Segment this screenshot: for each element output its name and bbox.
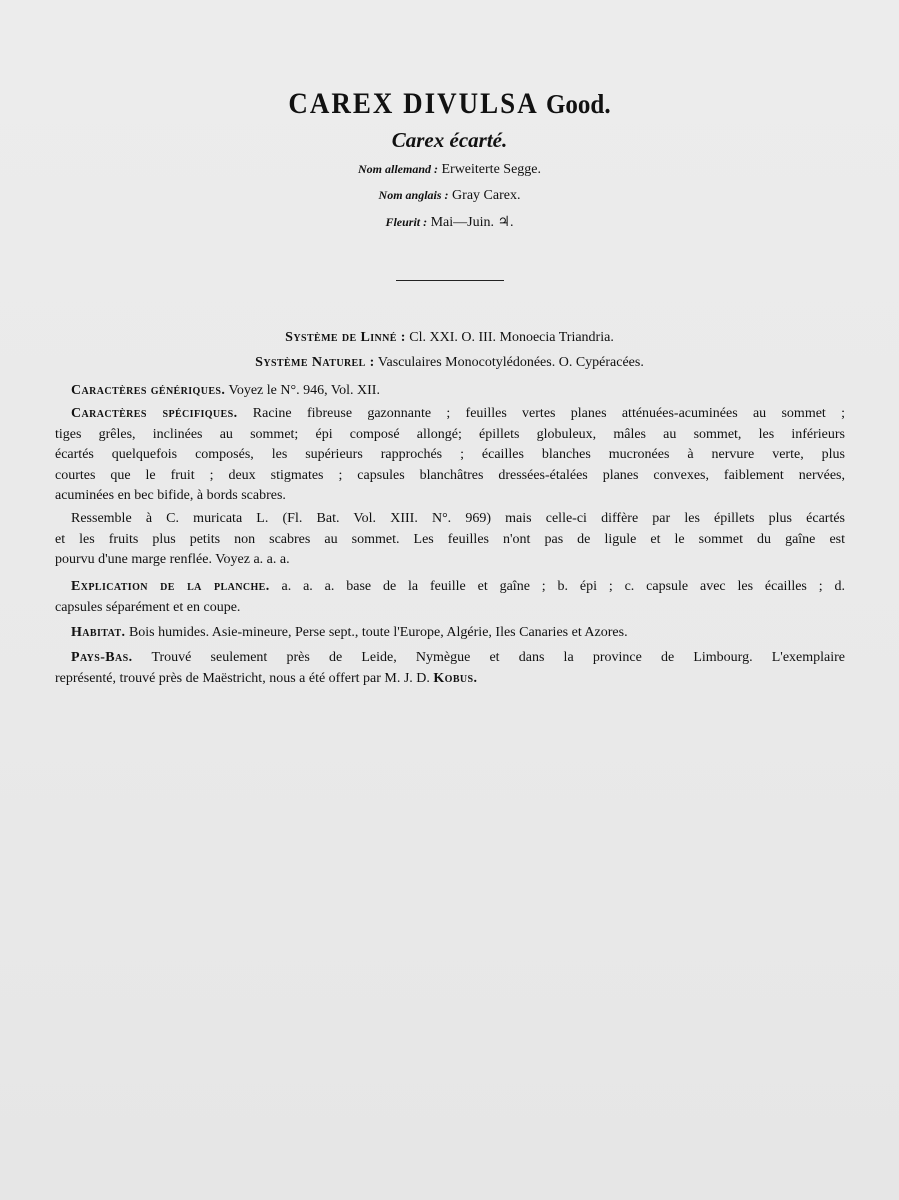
title-species: CAREX DIVULSA <box>288 86 538 120</box>
natural-system-line <box>0 355 899 371</box>
plate-explanation-paragraph <box>55 577 845 618</box>
german-name-label: Nom allemand : <box>357 162 438 176</box>
section-divider <box>396 280 504 281</box>
donor-name: Kobus. <box>433 670 478 686</box>
generic-characters-paragraph <box>55 381 845 402</box>
specific-line: courtes que le fruit ; deux stigmates ; capsules blanchâtres dressées-étalées planes convexes, faiblement nervées, <box>55 467 845 483</box>
resemblance-paragraph <box>55 509 845 571</box>
generic-label: Caractères génériques. <box>71 383 226 398</box>
page-subtitle: Carex écarté. <box>391 128 508 152</box>
english-name-value: Gray Carex. <box>452 188 521 203</box>
naturel-value: Vasculaires Monocotylédonées. O. Cypéracées. <box>377 355 644 370</box>
explanation-label: Explication de la planche. <box>71 579 270 594</box>
netherlands-line: représenté, trouvé près de Maëstricht, nous a été offert par M. J. D. Kobus. <box>55 670 478 686</box>
flowering-line <box>0 214 899 231</box>
specific-line: écartés quelquefois composés, les supérieurs rapprochés ; écailles blanches mucronées à nervure verte, plus <box>55 447 845 462</box>
title-author: Good. <box>545 89 611 120</box>
habitat-label: Habitat. <box>71 625 126 640</box>
habitat-paragraph <box>55 623 845 644</box>
german-name-value: Erweiterte Segge. <box>441 162 541 177</box>
english-name-label: Nom anglais : <box>378 188 449 202</box>
specific-label: Caractères spécifiques. <box>71 406 238 421</box>
netherlands-line: Pays-Bas. Trouvé seulement près de Leide, Nymègue et dans la province de Limbourg. L'exemplaire <box>71 650 846 665</box>
explanation-line: capsules séparément et en coupe. <box>55 599 241 615</box>
linne-system-line <box>0 330 899 346</box>
habitat-value: Bois humides. Asie-mineure, Perse sept., toute l'Europe, Algérie, Iles Canaries et Azores. <box>128 625 628 640</box>
specific-line: Caractères spécifiques. Racine fibreuse gazonnante ; feuilles vertes planes atténuées-acuminées au sommet ; <box>71 406 845 421</box>
explanation-line: Explication de la planche. a. a. a. base de la feuille et gaîne ; b. épi ; c. capsule avec les écailles ; d. <box>71 579 845 594</box>
flowering-value: Mai—Juin. ♃. <box>430 215 514 230</box>
specific-line: tiges grêles, inclinées au sommet; épi composé allongé; épillets globuleux, mâles au sommet, les inférieurs <box>55 426 845 442</box>
netherlands-label: Pays-Bas. <box>71 650 133 665</box>
resemblance-line: pourvu d'une marge renflée. Voyez a. a. a. <box>55 552 290 567</box>
naturel-label: Système Naturel : <box>255 355 375 370</box>
flowering-label: Fleurit : <box>385 215 428 229</box>
specific-line: acuminées en bec bifide, à bords scabres. <box>55 488 286 503</box>
linne-value: Cl. XXI. O. III. Monoecia Triandria. <box>409 330 614 345</box>
german-name-line <box>0 162 899 178</box>
linne-label: Système de Linné : <box>285 330 406 345</box>
resemblance-line: et les fruits plus petits non scabres au sommet. Les feuilles n'ont pas de ligule et le sommet du gaîne est <box>55 531 845 547</box>
english-name-line <box>0 188 899 204</box>
netherlands-paragraph <box>55 648 845 689</box>
specific-characters-paragraph <box>55 404 845 507</box>
generic-value: Voyez le N°. 946, Vol. XII. <box>228 383 380 398</box>
page-title <box>0 86 899 120</box>
resemblance-line: Ressemble à C. muricata L. (Fl. Bat. Vol. XIII. N°. 969) mais celle-ci diffère par les épillets plus écartés <box>71 511 845 526</box>
